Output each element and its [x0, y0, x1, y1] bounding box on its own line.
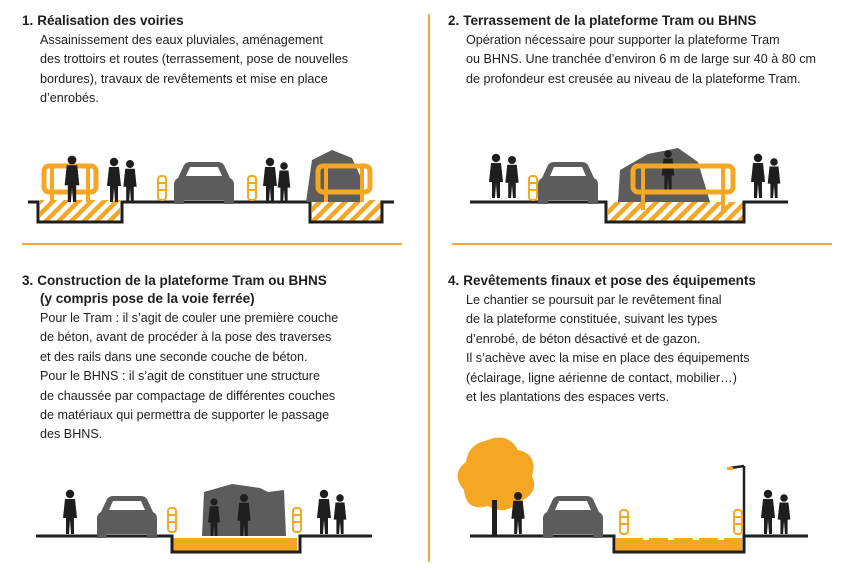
- scene-platform-construction: [22, 470, 417, 560]
- step-4-line: Le chantier se poursuit par le revêtement final: [466, 293, 722, 307]
- step-1-title: [22, 12, 417, 30]
- step-3-description: [22, 309, 417, 445]
- step-4-title: [448, 272, 843, 290]
- pedestrian-icon: [761, 490, 775, 534]
- vertical-divider: [428, 14, 430, 562]
- traffic-bollard-icon: [529, 176, 537, 200]
- traffic-bollard-icon: [168, 508, 176, 532]
- step-2-line: ou BHNS. Une tranchée d’environ 6 m de large sur 40 à 80 cm: [466, 52, 817, 67]
- step-3-line: des BHNS.: [40, 427, 103, 442]
- pedestrian-icon: [263, 158, 277, 202]
- pedestrian-icon: [768, 158, 781, 198]
- step-3-title: [22, 272, 417, 308]
- traffic-bollard-icon: [293, 508, 301, 532]
- step-1-line: des trottoirs et routes (terrassement, pose de nouvelles: [40, 52, 348, 67]
- step-2-description: [448, 31, 843, 89]
- pedestrian-icon: [278, 162, 291, 202]
- tree-icon: [457, 438, 534, 536]
- step-2-title: [448, 12, 843, 30]
- step-3-line: de matériaux qui permettra de supporter le passage: [40, 408, 330, 423]
- traffic-bollard-icon: [248, 176, 256, 200]
- step-3-line: Pour le Tram : il s’agit de couler une première couche: [40, 311, 339, 325]
- step-3-line: Pour le BHNS : il s’agit de constituer une structure: [40, 369, 320, 384]
- step-2-line: de profondeur est creusée au niveau de la plateforme Tram.: [466, 71, 801, 86]
- pedestrian-icon: [317, 490, 331, 534]
- traffic-bollard-icon: [158, 176, 166, 200]
- pedestrian-icon: [505, 156, 518, 198]
- traffic-bollard-icon: [734, 510, 742, 534]
- step-1-line: d’enrobés.: [40, 91, 99, 106]
- traffic-bollard-icon: [620, 510, 628, 534]
- step-1-title-text: Réalisation des voiries: [37, 13, 184, 28]
- horizontal-divider-left: [22, 243, 402, 245]
- scene-earthworks: [448, 140, 843, 230]
- car-icon: [97, 496, 157, 538]
- step-1-number: 1.: [22, 13, 34, 28]
- final-surface-slab: [616, 538, 742, 552]
- pedestrian-icon: [107, 158, 121, 202]
- pedestrian-icon: [63, 490, 77, 534]
- scene-final-surfacing: [448, 430, 843, 560]
- step-4-line: d’enrobé, de béton désactivé et de gazon.: [466, 331, 701, 346]
- platform-slab: [172, 538, 297, 552]
- excavation-hatch-right: [312, 200, 382, 222]
- step-4-line: de la plateforme constituée, suivant les types: [466, 312, 718, 327]
- scene-road-works: [22, 140, 417, 230]
- step-2-title-text: Terrassement de la plateforme Tram ou BHNS: [463, 13, 757, 28]
- step-3-line: de béton, avant de procéder à la pose des traverses: [40, 330, 332, 345]
- pedestrian-icon: [489, 154, 503, 198]
- step-4-number: 4.: [448, 273, 460, 288]
- horizontal-divider-right: [452, 243, 832, 245]
- car-icon: [543, 496, 603, 538]
- step-1-line: Assainissement des eaux pluviales, aménagement: [40, 33, 323, 47]
- pedestrian-icon: [123, 160, 136, 202]
- step-3-subtitle: (y compris pose de la voie ferrée): [40, 291, 255, 306]
- step-4-line: Il s’achève avec la mise en place des équipements: [466, 351, 750, 366]
- step-3-line: de chaussée par compactage de différentes couches: [40, 388, 336, 403]
- pedestrian-icon: [778, 494, 791, 534]
- excavation-hatch-left: [40, 200, 120, 222]
- step-2-line: Opération nécessaire pour supporter la plateforme Tram: [466, 33, 780, 47]
- step-2-number: 2.: [448, 13, 460, 28]
- pedestrian-icon: [65, 156, 80, 202]
- step-4-line: et les plantations des espaces verts.: [466, 390, 670, 405]
- step-1-description: [22, 31, 417, 109]
- pedestrian-icon: [751, 154, 765, 198]
- step-3-line: et des rails dans une seconde couche de béton.: [40, 349, 308, 364]
- step-3-number: 3.: [22, 273, 34, 288]
- pedestrian-icon: [334, 494, 347, 534]
- step-4-title-text: Revêtements finaux et pose des équipements: [463, 273, 756, 288]
- step-1-line: bordures), travaux de revêtements et mise en place: [40, 71, 328, 86]
- step-4-line: (éclairage, ligne aérienne de contact, mobilier…): [466, 370, 737, 385]
- step-3-title-text: Construction de la plateforme Tram ou BHNS: [37, 273, 327, 288]
- car-icon: [174, 162, 234, 204]
- step-4-description: [448, 291, 843, 407]
- car-icon: [538, 162, 598, 204]
